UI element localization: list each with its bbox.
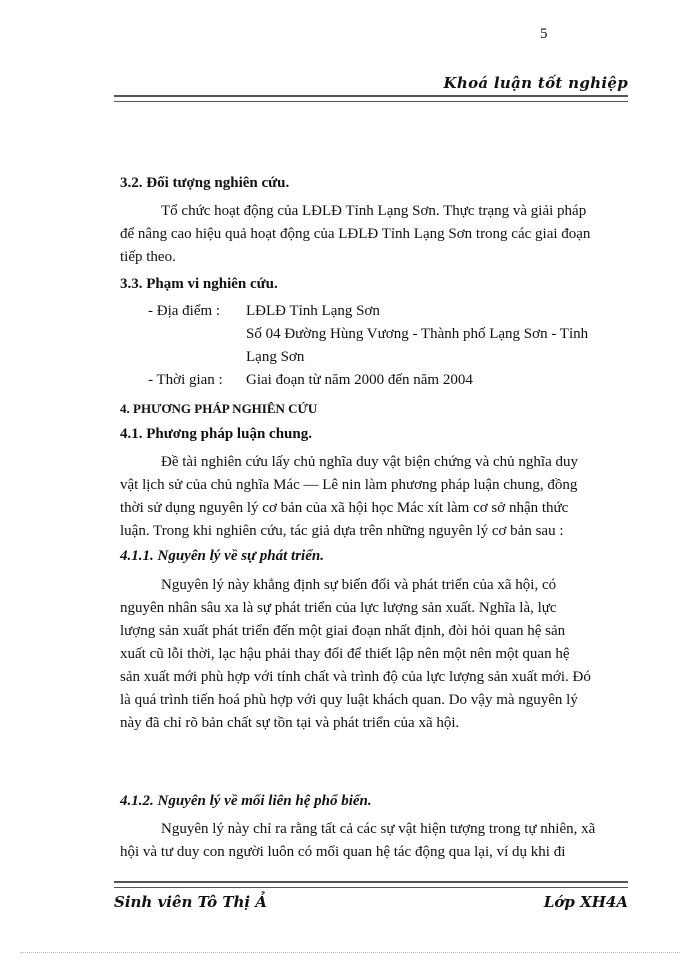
footer-student: Sinh viên Tô Thị Ả (114, 893, 267, 911)
section-3-3-heading: 3.3. Phạm vi nghiên cứu. (120, 276, 278, 292)
paragraph-line: hội và tư duy con người luôn có mối quan hệ tác động qua lại, ví dụ khi đi (120, 844, 566, 860)
time-value: Giai đoạn từ năm 2000 đến năm 2004 (246, 372, 473, 388)
paragraph-line: để nâng cao hiệu quả hoạt động của LĐLĐ Tỉnh Lạng Sơn trong các giai đoạn (120, 226, 591, 242)
paragraph-line: Đề tài nghiên cứu lấy chủ nghĩa duy vật biện chứng và chủ nghĩa duy (161, 454, 578, 470)
paragraph-line: thời sử dụng nguyên lý cơ bản của xã hội học Mác xít làm cơ sở nhận thức (120, 500, 569, 516)
header-title: Khoá luận tốt nghiệp (443, 74, 628, 92)
section-4-1-heading: 4.1. Phương pháp luận chung. (120, 426, 312, 442)
paragraph-line: tiếp theo. (120, 249, 176, 265)
section-4-1-1-heading: 4.1.1. Nguyên lý về sự phát triển. (120, 548, 324, 564)
paragraph-line: Tổ chức hoạt động của LĐLĐ Tỉnh Lạng Sơn. Thực trạng và giải pháp (161, 203, 587, 219)
page-number: 5 (540, 26, 548, 42)
paragraph-line: này đã chỉ rõ bản chất sự tồn tại và phát triển của xã hội. (120, 715, 460, 731)
footer-class: Lớp XH4A (543, 893, 628, 911)
location-line: Lạng Sơn (246, 349, 305, 365)
paragraph-line: xuất cũ lỗi thời, lạc hậu phải thay đổi để thiết lập nên một nên một quan hệ (120, 646, 570, 662)
section-4-1-2-heading: 4.1.2. Nguyên lý về mối liên hệ phổ biến. (120, 793, 372, 809)
paragraph-line: vật lịch sử của chủ nghĩa Mác — Lê nin làm phương pháp luận chung, đồng (120, 477, 578, 493)
time-label: - Thời gian : (148, 372, 223, 388)
location-line: LĐLĐ Tỉnh Lạng Sơn (246, 303, 380, 319)
paragraph-line: lượng sản xuất phát triển đến một giai đoạn nhất định, đòi hỏi quan hệ sản (120, 623, 566, 639)
paragraph-line: là quá trình tiến hoá phù hợp với quy luật khách quan. Do vậy mà nguyên lý (120, 692, 578, 708)
footer-rule (114, 881, 628, 888)
section-4-heading: 4. PHƯƠNG PHÁP NGHIÊN CỨU (120, 401, 318, 416)
location-label: - Địa điểm : (148, 303, 221, 319)
paragraph-line: sản xuất mới phù hợp với tính chất và trình độ của lực lượng sản xuất mới. Đó (120, 669, 591, 685)
page-border-dotted (20, 952, 680, 953)
location-line: Số 04 Đường Hùng Vương - Thành phố Lạng Sơn - Tỉnh (246, 326, 589, 342)
section-3-2-heading: 3.2. Đối tượng nghiên cứu. (120, 175, 290, 191)
header-rule (114, 95, 628, 102)
paragraph-line: nguyên nhân sâu xa là sự phát triển của lực lượng sản xuất. Nghĩa là, lực (120, 600, 557, 616)
paragraph-line: Nguyên lý này chỉ ra rằng tất cả các sự vật hiện tượng trong tự nhiên, xã (161, 821, 596, 837)
paragraph-line: Nguyên lý này khẳng định sự biến đổi và phát triển của xã hội, có (161, 577, 557, 593)
paragraph-line: luận. Trong khi nghiên cứu, tác giả dựa trên những nguyên lý cơ bản sau : (120, 523, 564, 539)
